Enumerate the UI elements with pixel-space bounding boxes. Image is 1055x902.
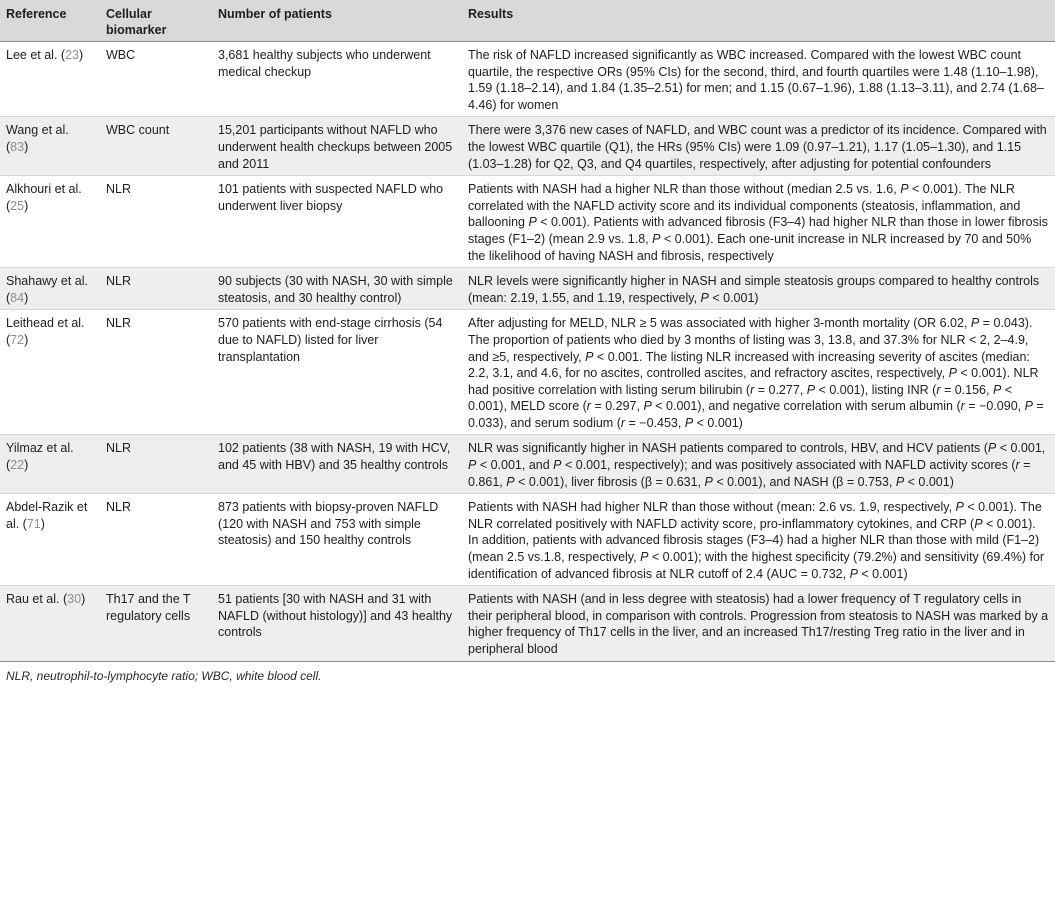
cell-reference: Leithead et al. (72) bbox=[6, 316, 85, 347]
citation-link[interactable]: 71 bbox=[26, 516, 41, 531]
reference-author: Yilmaz et al. bbox=[6, 441, 74, 456]
cell-results: Patients with NASH had a higher NLR than those without (median 2.5 vs. 1.6, P < 0.001). The NLR correlated with the NAFLD activity score and its individual components (steatosis, inflammation, and ballooning P < 0.001). Patients with advanced fibrosis (F3–4) had higher NLR than those in lower fibrosis stages (F1–2) (mean 2.9 vs. 1.8, P < 0.001). Each one-unit increase in NLR increased by 70 and 50% the likelihood of having NASH and fibrosis, respectively bbox=[468, 182, 1048, 263]
citation-link[interactable]: 83 bbox=[10, 139, 25, 154]
cell-results: Patients with NASH (and in less degree with steatosis) had a lower frequency of T regulatory cells in their peripheral blood, in comparison with controls. Progression from steatosis to NASH was marked by a higher frequency of Th17 cells in the liver, and an increased Th17/resting Treg ratio in the liver and in peripheral blood bbox=[468, 592, 1049, 656]
citation-link[interactable]: 30 bbox=[67, 592, 82, 607]
table-footnote: NLR, neutrophil-to-lymphocyte ratio; WBC, white blood cell. bbox=[6, 668, 322, 683]
table-row bbox=[0, 42, 1055, 117]
cell-results: Patients with NASH had higher NLR than those without (mean: 2.6 vs. 1.9, respectively, P < 0.001). The NLR correlated positively with NAFLD activity score, pro-inflammatory cytokines, and CRP (P < 0.001). In addition, patients with advanced fibrosis stages (F3–4) had a higher NLR than those with mild (F1–2) (mean 2.5 vs.1.8, respectively, P < 0.001); with the highest specificity (79.2%) and sensitivity (69.4%) for identification of advanced fibrosis at NLR cutoff of 2.4 (AUC = 0.732, P < 0.001) bbox=[468, 500, 1045, 581]
table-row bbox=[0, 268, 1055, 310]
cell-biomarker: NLR bbox=[106, 500, 132, 515]
cell-biomarker: NLR bbox=[106, 316, 132, 331]
cell-reference: Wang et al. (83) bbox=[6, 123, 69, 154]
citation-link[interactable]: 84 bbox=[10, 290, 25, 305]
table-body bbox=[0, 42, 1055, 662]
cell-biomarker: WBC count bbox=[106, 123, 170, 138]
cell-biomarker: NLR bbox=[106, 182, 132, 197]
cell-results: The risk of NAFLD increased significantly as WBC increased. Compared with the lowest WBC count quartile, the respective ORs (95% CIs) for the second, third, and fourth quartiles were 1.48 (1.10–1.98), 1.59 (1.18–2.14), and 1.84 (1.35–2.51) for men; and 1.15 (0.67–1.96), 1.88 (1.13–3.11), and 2.74 (1.68–4.46) for women bbox=[468, 48, 1044, 112]
cell-reference: Lee et al. (23) bbox=[6, 48, 84, 62]
header-biomarker: Cellular biomarker bbox=[106, 7, 167, 37]
citation-link[interactable]: 25 bbox=[10, 198, 25, 213]
header-results: Results bbox=[468, 7, 514, 21]
reference-author: Abdel-Razik et al. bbox=[6, 500, 88, 531]
cell-patients: 102 patients (38 with NASH, 19 with HCV, and 45 with HBV) and 35 healthy controls bbox=[218, 441, 451, 473]
cell-biomarker: Th17 and the T regulatory cells bbox=[106, 592, 191, 623]
table-row bbox=[0, 435, 1055, 494]
cell-patients: 3,681 healthy subjects who underwent medical checkup bbox=[218, 48, 431, 79]
table-header bbox=[0, 0, 1055, 42]
cell-reference: Shahawy et al. (84) bbox=[6, 274, 88, 305]
cell-reference: Rau et al. (30) bbox=[6, 592, 86, 607]
citation-link[interactable]: 23 bbox=[65, 48, 79, 62]
table-row bbox=[0, 310, 1055, 435]
cell-biomarker: NLR bbox=[106, 441, 132, 456]
cell-biomarker: WBC bbox=[106, 48, 136, 62]
reference-author: Wang et al. bbox=[6, 123, 69, 138]
cell-biomarker: NLR bbox=[106, 274, 132, 289]
citation-link[interactable]: 22 bbox=[10, 458, 25, 473]
table-row bbox=[0, 176, 1055, 268]
cell-patients: 873 patients with biopsy-proven NAFLD (120 with NASH and 753 with simple steatosis) and 150 healthy controls bbox=[218, 500, 439, 548]
cell-patients: 570 patients with end-stage cirrhosis (54 due to NAFLD) listed for liver transplantation bbox=[218, 316, 443, 364]
header-patients: Number of patients bbox=[218, 7, 332, 21]
header-row bbox=[0, 0, 1055, 42]
reference-author: Leithead et al. bbox=[6, 316, 85, 331]
cell-results: NLR was significantly higher in NASH patients compared to controls, HBV, and HCV patients (P < 0.001, P < 0.001, and P < 0.001, respectively); and was positively associated with NAFLD activity scores (r = 0.861, P < 0.001), liver fibrosis (β = 0.631, P < 0.001), and NASH (β = 0.753, P < 0.001) bbox=[468, 441, 1046, 489]
reference-author: Rau et al. bbox=[6, 592, 60, 607]
cell-reference: Yilmaz et al. (22) bbox=[6, 441, 74, 473]
cell-results: After adjusting for MELD, NLR ≥ 5 was associated with higher 3-month mortality (OR 6.02, P = 0.043). The proportion of patients who died by 3 months of listing was 3, 13.8, and 37.3% for NLR < 2, 2–4.9, and ≥5, respectively, P < 0.001. The listing NLR increased with increasing severity of ascites (median: 2.2, 3.1, and 4.6, for no ascites, controlled ascites, and refractory ascites, respectively, P < 0.001). NLR had positive correlation with listing serum bilirubin (r = 0.277, P < 0.001), listing INR (r = 0.156, P < 0.001), MELD score (r = 0.297, P < 0.001), and negative correlation with serum albumin (r = −0.090, P = 0.033), and serum sodium (r = −0.453, P < 0.001) bbox=[468, 316, 1044, 430]
reference-author: Lee et al. bbox=[6, 48, 58, 62]
reference-author: Shahawy et al. bbox=[6, 274, 88, 289]
cell-patients: 101 patients with suspected NAFLD who underwent liver biopsy bbox=[218, 182, 444, 213]
header-reference: Reference bbox=[6, 7, 67, 21]
cell-results: NLR levels were significantly higher in NASH and simple steatosis groups compared to healthy controls (mean: 2.19, 1.55, and 1.19, respectively, P < 0.001) bbox=[468, 274, 1040, 305]
cell-results: There were 3,376 new cases of NAFLD, and WBC count was a predictor of its incidence. Compared with the lowest WBC quartile (Q1), the HRs (95% CIs) were 1.09 (0.97–1.21), 1.17 (1.05–1.30), and 1.15 (1.03–1.28) for Q2, Q3, and Q4 quartiles, respectively, after adjusting for potential confounders bbox=[468, 123, 1047, 171]
cell-reference: Alkhouri et al. (25) bbox=[6, 182, 82, 213]
cell-reference: Abdel-Razik et al. (71) bbox=[6, 500, 88, 531]
cell-patients: 51 patients [30 with NASH and 31 with NAFLD (without histology)] and 43 healthy controls bbox=[218, 592, 453, 640]
citation-link[interactable]: 72 bbox=[10, 332, 25, 347]
reference-author: Alkhouri et al. bbox=[6, 182, 82, 197]
table-row bbox=[0, 494, 1055, 586]
table-row bbox=[0, 586, 1055, 661]
cell-patients: 90 subjects (30 with NASH, 30 with simple steatosis, and 30 healthy control) bbox=[218, 274, 453, 305]
cell-patients: 15,201 participants without NAFLD who underwent health checkups between 2005 and 2011 bbox=[218, 123, 453, 171]
table-row bbox=[0, 117, 1055, 176]
